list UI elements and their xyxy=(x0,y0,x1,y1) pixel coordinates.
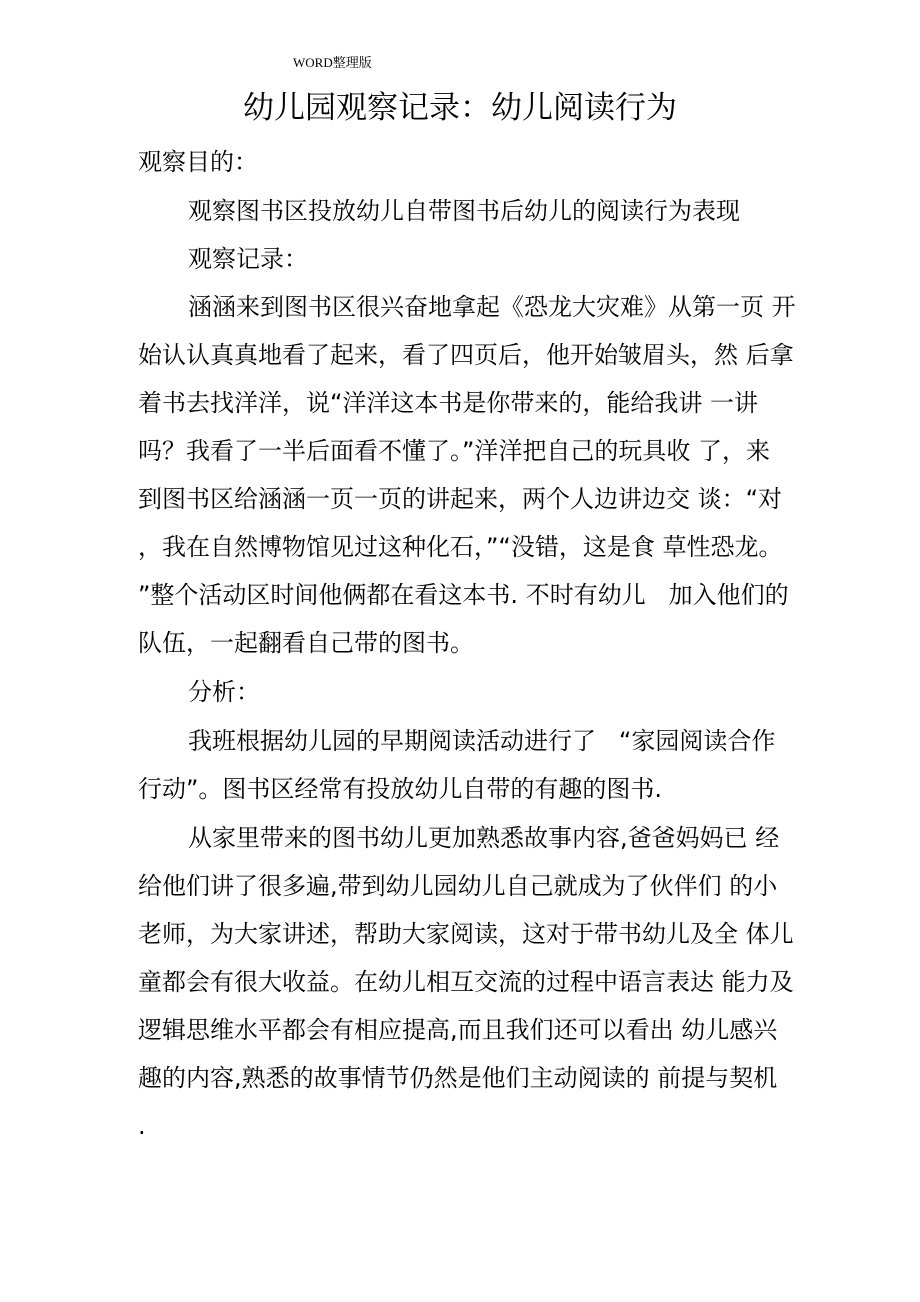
purpose-heading: 观察目的： xyxy=(138,148,258,176)
analysis-line: 老师，为大家讲述，帮助大家阅读，这对于带书幼儿及全 体儿 xyxy=(138,920,794,948)
analysis-line: 趣的内容,熟悉的故事情节仍然是他们主动阅读的 前提与契机 xyxy=(138,1064,778,1092)
record-line: 到图书区给涵涵一页一页的讲起来，两个人边讲边交 谈：“对 xyxy=(138,485,783,513)
analysis-line: 我班根据幼儿园的早期阅读活动进行了 “家园阅读合作 xyxy=(188,727,776,755)
record-line: 吗？我看了一半后面看不懂了。”洋洋把自己的玩具收 了，来 xyxy=(138,437,771,465)
analysis-heading: 分析： xyxy=(188,678,260,706)
analysis-line: 童都会有很大收益。在幼儿相互交流的过程中语言表达 能力及 xyxy=(138,968,794,996)
record-line: 着书去找洋洋，说“洋洋这本书是你带来的，能给我讲 一讲 xyxy=(138,389,759,417)
record-line: 始认认真真地看了起来，看了四页后，他开始皱眉头，然 后拿 xyxy=(138,341,794,369)
record-heading: 观察记录： xyxy=(188,245,308,273)
analysis-line: . xyxy=(138,1112,146,1140)
analysis-line: 逻辑思维水平都会有相应提高,而且我们还可以看出 幼儿感兴 xyxy=(138,1016,778,1044)
record-line: ”整个活动区时间他俩都在看这本书. 不时有幼儿 加入他们的 xyxy=(138,581,789,609)
purpose-text: 观察图书区投放幼儿自带图书后幼儿的阅读行为表现 xyxy=(188,197,740,225)
analysis-line: 行动”。图书区经常有投放幼儿自带的有趣的图书. xyxy=(138,775,663,803)
analysis-line: 从家里带来的图书幼儿更加熟悉故事内容,爸爸妈妈已 经 xyxy=(188,824,780,852)
record-line: 涵涵来到图书区很兴奋地拿起《恐龙大灾难》从第一页 开 xyxy=(188,293,796,321)
page-title: 幼儿园观察记录：幼儿阅读行为 xyxy=(243,90,677,126)
record-line: ，我在自然博物馆见过这种化石，”“没错，这是食 草性恐龙。 xyxy=(138,533,783,561)
header-label: WORD整理版 xyxy=(293,55,372,70)
analysis-line: 给他们讲了很多遍,带到幼儿园幼儿自己就成为了伙伴们 的小 xyxy=(138,872,778,900)
record-line: 队伍，一起翻看自己带的图书。 xyxy=(138,629,474,657)
